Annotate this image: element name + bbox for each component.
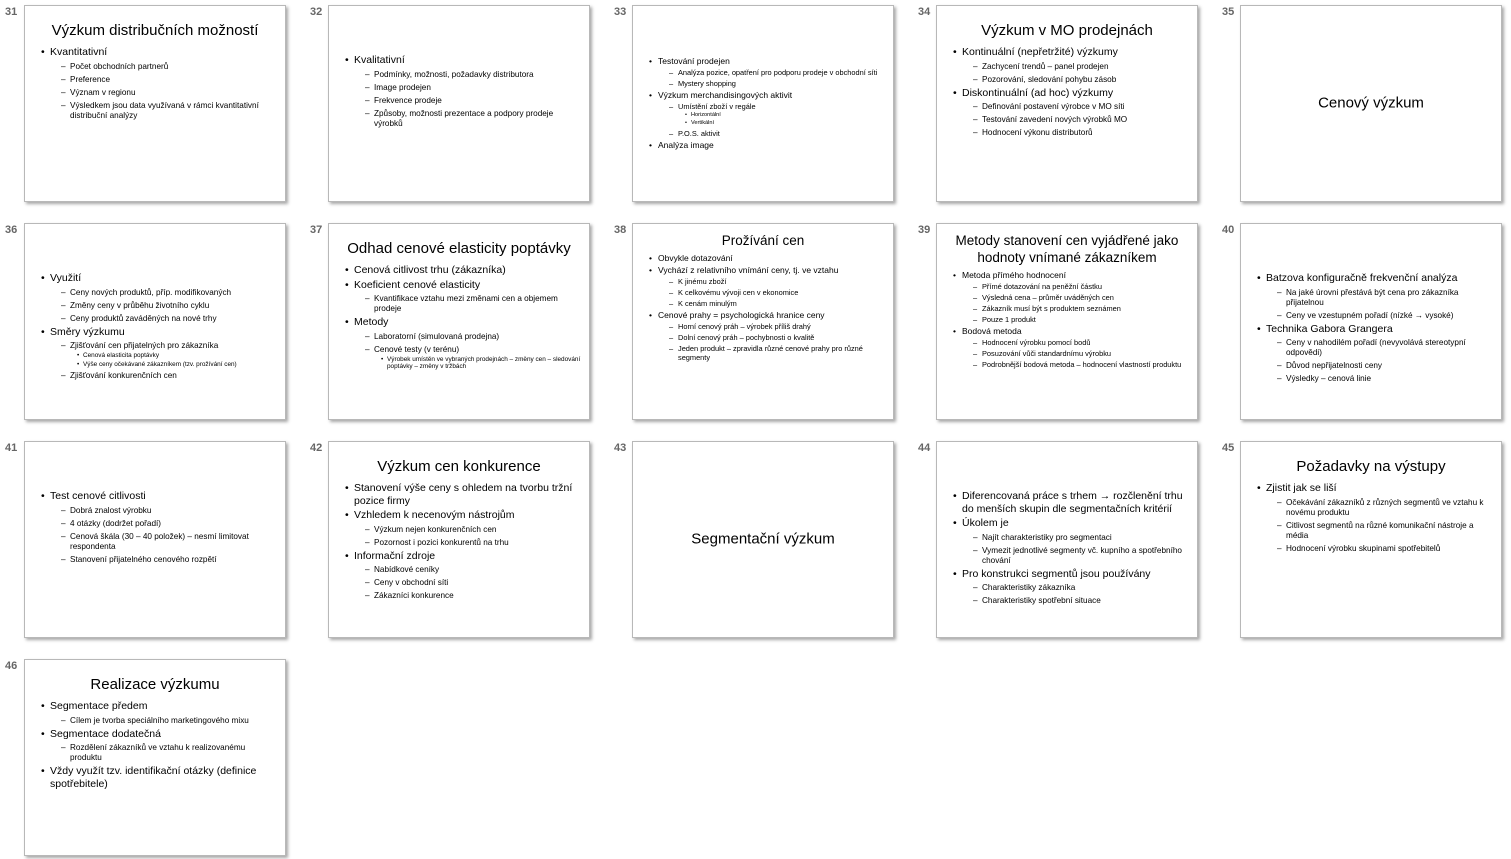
bullet-level-2: – K cenám minulým (641, 299, 885, 308)
bullet-level-2: – Cenové testy (v terénu) (337, 345, 581, 355)
slide-thumbnail[interactable] (1240, 5, 1502, 202)
slide-number: 35 (1222, 6, 1235, 18)
bullet-level-2: – Dobrá znalost výrobku (33, 506, 277, 516)
slide-number: 40 (1222, 224, 1235, 236)
bullet-level-2: – Ceny ve vzestupném pořadí (nízké → vysoké) (1249, 311, 1493, 321)
bullet-level-1: • Vzhledem k necenovým nástrojům (337, 509, 581, 522)
bullet-level-2: – Analýza pozice, opatření pro podporu prodeje v obchodní síti (641, 68, 885, 77)
bullet-level-3: • Výrobek umístěn ve vybraných prodejnách – změny cen – sledování poptávky – změny v tržbách (337, 356, 581, 371)
slide-thumbnail[interactable] (632, 5, 894, 202)
slide-thumbnail[interactable] (328, 223, 590, 420)
slide-bullet-list (945, 270, 1189, 369)
slide-bullet-list (33, 490, 277, 565)
bullet-level-2: – Očekávání zákazníků z různých segmentů ve vztahu k novému produktu (1249, 498, 1493, 518)
bullet-level-2: – Umístění zboží v regále (641, 102, 885, 111)
bullet-level-2: – Zákazník musí být s produktem seznámen (945, 304, 1189, 313)
slide-thumbnail[interactable] (24, 441, 286, 638)
slide-section-title: Segmentační výzkum (691, 530, 835, 548)
slide-number: 43 (614, 442, 627, 454)
bullet-level-2: – Citlivost segmentů na různé komunikační nástroje a média (1249, 521, 1493, 541)
slide-title: Odhad cenové elasticity poptávky (347, 240, 571, 257)
bullet-level-2: – Důvod nepřijatelnosti ceny (1249, 361, 1493, 371)
bullet-level-2: – Kvantifikace vztahu mezi změnami cen a objemem prodeje (337, 294, 581, 314)
bullet-level-1: • Diskontinuální (ad hoc) výzkumy (945, 87, 1189, 100)
bullet-level-1: • Segmentace dodatečná (33, 728, 277, 741)
slide-title: Požadavky na výstupy (1296, 458, 1446, 475)
bullet-level-1: • Pro konstrukci segmentů jsou používány (945, 568, 1189, 581)
slide-number: 44 (918, 442, 931, 454)
bullet-level-1: • Cenová citlivost trhu (zákazníka) (337, 264, 581, 277)
bullet-level-2: – P.O.S. aktivit (641, 129, 885, 138)
slide-number: 37 (310, 224, 323, 236)
bullet-level-1: • Analýza image (641, 140, 885, 150)
slide-thumbnail[interactable] (24, 223, 286, 420)
bullet-level-2: – Mystery shopping (641, 79, 885, 88)
bullet-level-2: – Výsledkem jsou data využívaná v rámci kvantitativní distribuční analýzy (33, 101, 277, 121)
bullet-level-1: • Stanovení výše ceny s ohledem na tvorbu tržní pozice firmy (337, 482, 581, 507)
slide-thumbnail[interactable] (936, 5, 1198, 202)
bullet-level-2: – Význam v regionu (33, 88, 277, 98)
bullet-level-2: – Zjišťování cen přijatelných pro zákazníka (33, 341, 277, 351)
bullet-level-1: • Kontinuální (nepřetržité) výzkumy (945, 46, 1189, 59)
bullet-level-2: – Na jaké úrovni přestává být cena pro zákazníka přijatelnou (1249, 288, 1493, 308)
bullet-level-2: – Ceny produktů zaváděných na nové trhy (33, 314, 277, 324)
bullet-level-2: – Dolní cenový práh – pochybnosti o kvalitě (641, 333, 885, 342)
slide-thumbnail[interactable] (632, 223, 894, 420)
bullet-level-3: • Vertikální (641, 120, 885, 127)
slide-thumbnail[interactable] (936, 441, 1198, 638)
slide-bullet-list (337, 482, 581, 601)
bullet-level-1: • Koeficient cenové elasticity (337, 279, 581, 292)
slide-number: 33 (614, 6, 627, 18)
bullet-level-1: • Metoda přímého hodnocení (945, 270, 1189, 280)
slide-bullet-list (33, 46, 277, 121)
bullet-level-1: • Úkolem je (945, 517, 1189, 530)
bullet-level-2: – Pozorování, sledování pohybu zásob (945, 75, 1189, 85)
slide-thumbnail[interactable] (1240, 441, 1502, 638)
bullet-level-2: – Hodnocení výrobku skupinami spotřebitelů (1249, 544, 1493, 554)
slide-title: Prožívání cen (721, 233, 805, 248)
slide-number: 41 (5, 442, 18, 454)
bullet-level-1: • Technika Gabora Grangera (1249, 323, 1493, 336)
bullet-level-2: – Výsledná cena – průměr uváděných cen (945, 293, 1189, 302)
slide-bullet-list (1249, 272, 1493, 384)
bullet-level-2: – Změny ceny v průběhu životního cyklu (33, 301, 277, 311)
bullet-level-2: – Pozornost i pozici konkurentů na trhu (337, 538, 581, 548)
bullet-level-1: • Výzkum merchandisingových aktivit (641, 90, 885, 100)
bullet-level-1: • Vždy využít tzv. identifikační otázky (definice spotřebitele) (33, 765, 277, 790)
slide-bullet-list (33, 700, 277, 790)
slide-number: 32 (310, 6, 323, 18)
slide-title: Realizace výzkumu (90, 676, 220, 693)
slide-section-title: Cenový výzkum (1318, 94, 1424, 112)
slide-thumbnail[interactable] (328, 5, 590, 202)
bullet-level-1: • Obvykle dotazování (641, 253, 885, 263)
bullet-level-2: – Zjišťování konkurenčních cen (33, 371, 277, 381)
bullet-level-3: • Horizontální (641, 112, 885, 119)
bullet-level-2: – Výzkum nejen konkurenčních cen (337, 525, 581, 535)
bullet-level-1: • Metody (337, 316, 581, 329)
bullet-level-2: – Preference (33, 75, 277, 85)
bullet-level-2: – K celkovému vývoji cen v ekonomice (641, 288, 885, 297)
bullet-level-2: – Nabídkové ceníky (337, 565, 581, 575)
bullet-level-2: – Podmínky, možnosti, požadavky distributora (337, 70, 581, 80)
bullet-level-1: • Kvantitativní (33, 46, 277, 59)
bullet-level-1: • Testování prodejen (641, 56, 885, 66)
slide-thumbnail[interactable] (24, 5, 286, 202)
bullet-level-2: – Přímé dotazování na peněžní částku (945, 282, 1189, 291)
slide-bullet-list (945, 46, 1189, 138)
bullet-level-2: – Pouze 1 produkt (945, 315, 1189, 324)
bullet-level-2: – Rozdělení zákazníků ve vztahu k realizovanému produktu (33, 743, 277, 763)
slide-title: Výzkum v MO prodejnách (981, 22, 1153, 39)
bullet-level-2: – Posuzování vůči standardnímu výrobku (945, 349, 1189, 358)
slide-thumbnail[interactable] (1240, 223, 1502, 420)
bullet-level-1: • Zjistit jak se liší (1249, 482, 1493, 495)
slide-number: 36 (5, 224, 18, 236)
bullet-level-2: – Laboratorní (simulovaná prodejna) (337, 332, 581, 342)
slide-number: 42 (310, 442, 323, 454)
bullet-level-2: – Ceny nových produktů, příp. modifikovaných (33, 288, 277, 298)
slide-bullet-list (945, 490, 1189, 606)
slide-number: 38 (614, 224, 627, 236)
bullet-level-2: – Výsledky – cenová linie (1249, 374, 1493, 384)
bullet-level-2: – Ceny v obchodní síti (337, 578, 581, 588)
slide-title: Metody stanovení cen vyjádřené jako hodnoty vnímané zákazníkem (955, 233, 1179, 265)
slide-number: 34 (918, 6, 931, 18)
bullet-level-2: – Hodnocení výrobku pomocí bodů (945, 338, 1189, 347)
bullet-level-2: – K jinému zboží (641, 277, 885, 286)
bullet-level-2: – Testování zavedení nových výrobků MO (945, 115, 1189, 125)
bullet-level-2: – Image prodejen (337, 83, 581, 93)
slide-title: Výzkum cen konkurence (377, 458, 541, 475)
slide-bullet-list (337, 54, 581, 129)
slide-thumbnail[interactable] (328, 441, 590, 638)
bullet-level-1: • Vychází z relativního vnímání ceny, tj. ve vztahu (641, 265, 885, 275)
bullet-level-2: – Najít charakteristiky pro segmentaci (945, 533, 1189, 543)
slide-number: 46 (5, 660, 18, 672)
bullet-level-2: – 4 otázky (dodržet pořadí) (33, 519, 277, 529)
bullet-level-1: • Batzova konfiguračně frekvenční analýza (1249, 272, 1493, 285)
slide-bullet-list (337, 264, 581, 371)
bullet-level-2: – Vymezit jednotlivé segmenty vč. kupního a spotřebního chování (945, 546, 1189, 566)
bullet-level-1: • Test cenové citlivosti (33, 490, 277, 503)
bullet-level-1: • Segmentace předem (33, 700, 277, 713)
bullet-level-2: – Stanovení přijatelného cenového rozpětí (33, 555, 277, 565)
bullet-level-2: – Jeden produkt – zpravidla různé cenové prahy pro různé segmenty (641, 344, 885, 362)
bullet-level-2: – Cílem je tvorba speciálního marketingového mixu (33, 716, 277, 726)
bullet-level-1: • Využití (33, 272, 277, 285)
bullet-level-2: – Podrobnější bodová metoda – hodnocení vlastností produktu (945, 360, 1189, 369)
bullet-level-2: – Definování postavení výrobce v MO síti (945, 102, 1189, 112)
bullet-level-2: – Frekvence prodeje (337, 96, 581, 106)
slide-bullet-list (1249, 482, 1493, 554)
bullet-level-2: – Zachycení trendů – panel prodejen (945, 62, 1189, 72)
slide-bullet-list (641, 253, 885, 362)
bullet-level-3: • Výše ceny očekávané zákazníkem (tzv. prožívání cen) (33, 361, 277, 369)
slide-number: 31 (5, 6, 18, 18)
slide-number: 39 (918, 224, 931, 236)
bullet-level-2: – Počet obchodních partnerů (33, 62, 277, 72)
slide-title: Výzkum distribučních možností (51, 22, 259, 39)
slide-number: 45 (1222, 442, 1235, 454)
bullet-level-1: • Směry výzkumu (33, 326, 277, 339)
bullet-level-2: – Ceny v nahodilém pořadí (nevyvolává stereotypní odpovědi) (1249, 338, 1493, 358)
bullet-level-2: – Charakteristiky zákazníka (945, 583, 1189, 593)
slide-bullet-list (641, 56, 885, 150)
bullet-level-1: • Cenové prahy = psychologická hranice ceny (641, 310, 885, 320)
slide-thumbnail[interactable] (24, 659, 286, 856)
slide-bullet-list (33, 272, 277, 381)
bullet-level-1: • Kvalitativní (337, 54, 581, 67)
slide-thumbnail[interactable] (632, 441, 894, 638)
bullet-level-1: • Bodová metoda (945, 326, 1189, 336)
bullet-level-1: • Diferencovaná práce s trhem → rozčlenění trhu do menších skupin dle segmentačních kritérií (945, 490, 1189, 515)
bullet-level-3: • Cenová elasticita poptávky (33, 352, 277, 360)
bullet-level-2: – Horní cenový práh – výrobek příliš drahý (641, 322, 885, 331)
bullet-level-2: – Zákazníci konkurence (337, 591, 581, 601)
bullet-level-2: – Hodnocení výkonu distributorů (945, 128, 1189, 138)
bullet-level-2: – Cenová škála (30 – 40 položek) – nesmí limitovat respondenta (33, 532, 277, 552)
bullet-level-2: – Způsoby, možnosti prezentace a podpory prodeje výrobků (337, 109, 581, 129)
slide-thumbnail[interactable] (936, 223, 1198, 420)
bullet-level-1: • Informační zdroje (337, 550, 581, 563)
bullet-level-2: – Charakteristiky spotřební situace (945, 596, 1189, 606)
